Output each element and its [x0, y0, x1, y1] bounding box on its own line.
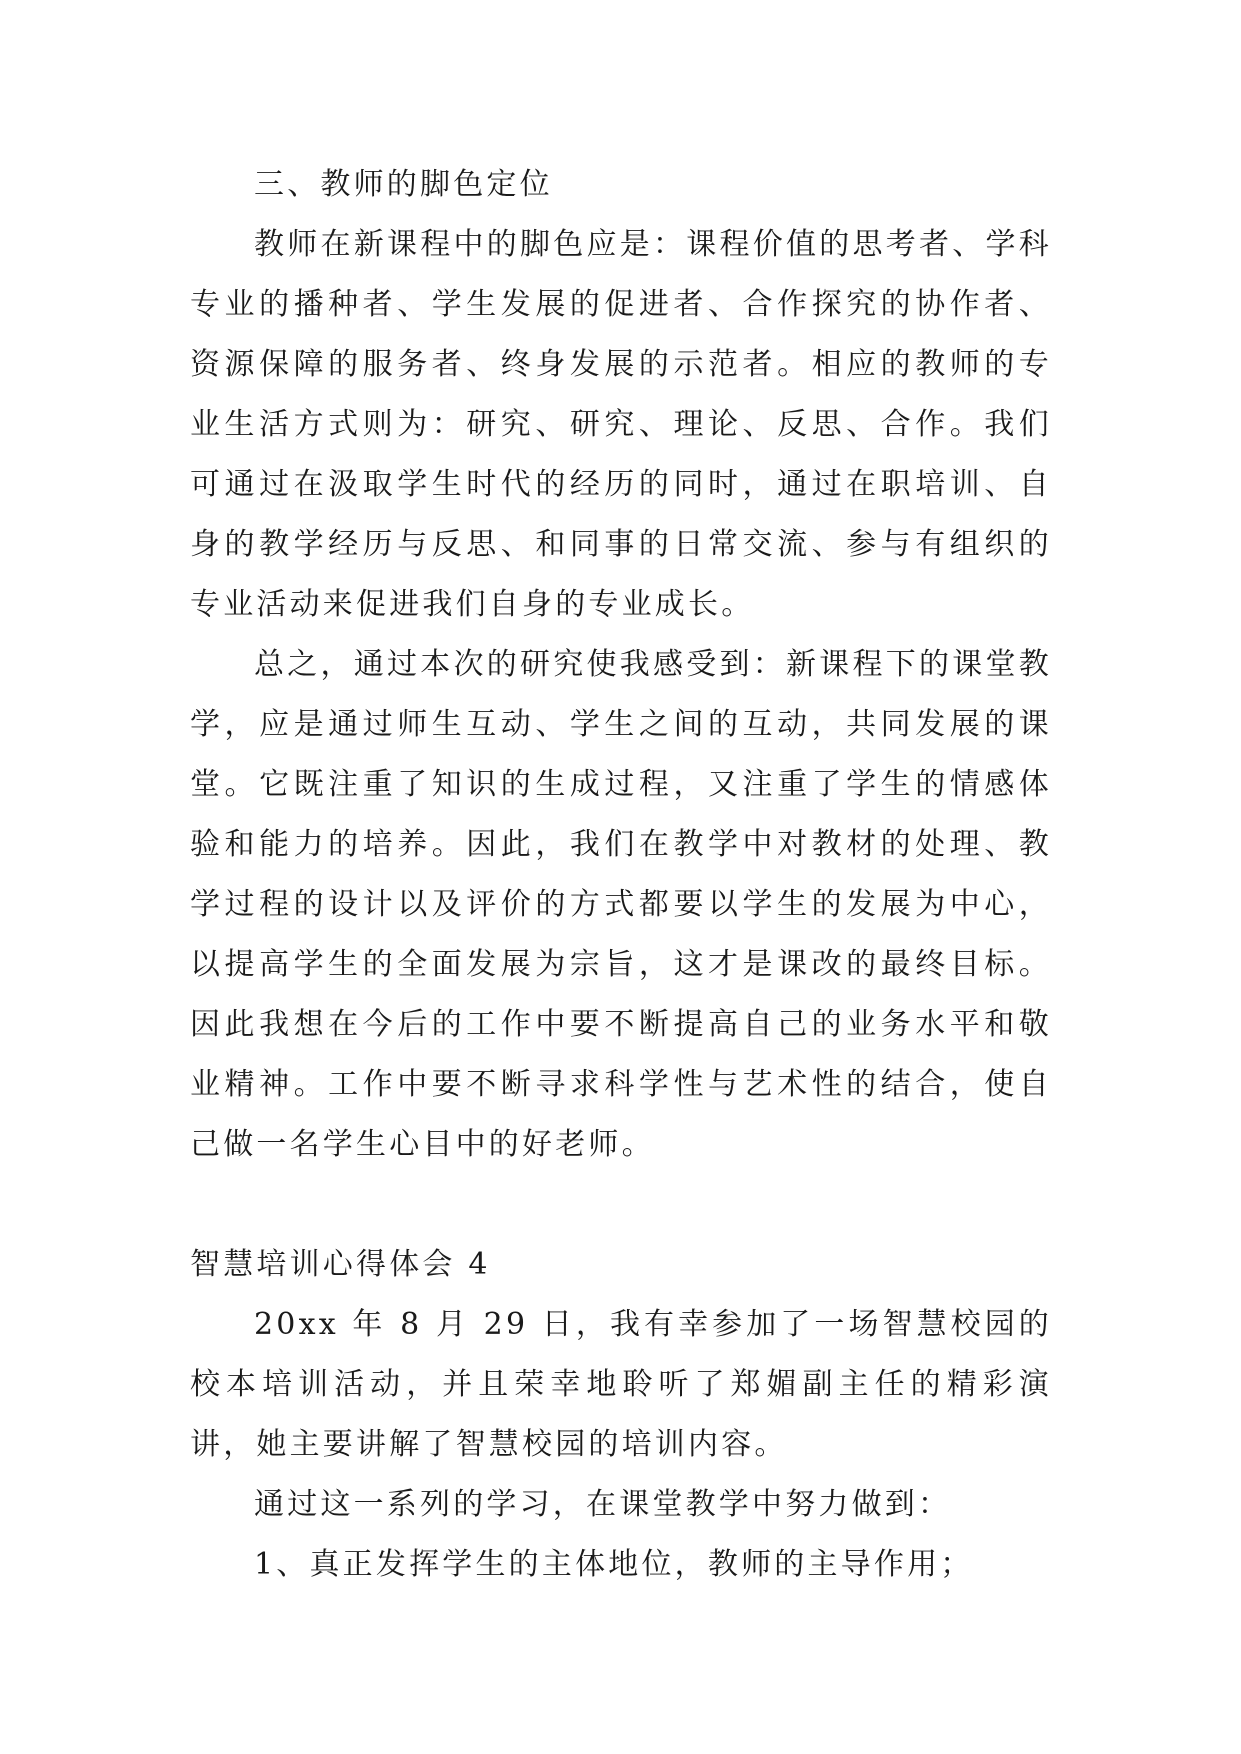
- paragraph-training-date: 20xx 年 8 月 29 日，我有幸参加了一场智慧校园的校本培训活动，并且荣幸地聆听了郑媚副主任的精彩演讲，她主要讲解了智慧校园的培训内容。: [190, 1307, 1052, 1462]
- paragraph-teacher-role: 教师在新课程中的脚色应是：课程价值的思考者、学科专业的播种者、学生发展的促进者、合作探究的协作者、资源保障的服务者、终身发展的示范者。相应的教师的专业生活方式则为：研究、研究、理论、反思、合作。我们可通过在汲取学生时代的经历的同时，通过在职培训、自身的教学经历与反思、和同事的日常交流、参与有组织的专业活动来促进我们自身的专业成长。: [190, 227, 1052, 622]
- paragraph-spacer: [190, 1175, 1052, 1235]
- list-item-1: 1、真正发挥学生的主体地位，教师的主导作用；: [254, 1547, 974, 1582]
- paragraph-conclusion: 总之，通过本次的研究使我感受到：新课程下的课堂教学，应是通过师生互动、学生之间的互动，共同发展的课堂。它既注重了知识的生成过程，又注重了学生的情感体验和能力的培养。因此，我们在教学中对教材的处理、教学过程的设计以及评价的方式都要以学生的发展为中心，以提高学生的全面发展为宗旨，这才是课改的最终目标。因此我想在今后的工作中要不断提高自己的业务水平和敬业精神。工作中要不断寻求科学性与艺术性的结合，使自己做一名学生心目中的好老师。: [190, 647, 1052, 1162]
- article-title: 智慧培训心得体会 4: [190, 1247, 491, 1282]
- document-body: [190, 155, 1052, 1595]
- paragraph-learning-intro: 通过这一系列的学习，在课堂教学中努力做到：: [254, 1487, 952, 1522]
- section-heading: 三、教师的脚色定位: [254, 167, 553, 202]
